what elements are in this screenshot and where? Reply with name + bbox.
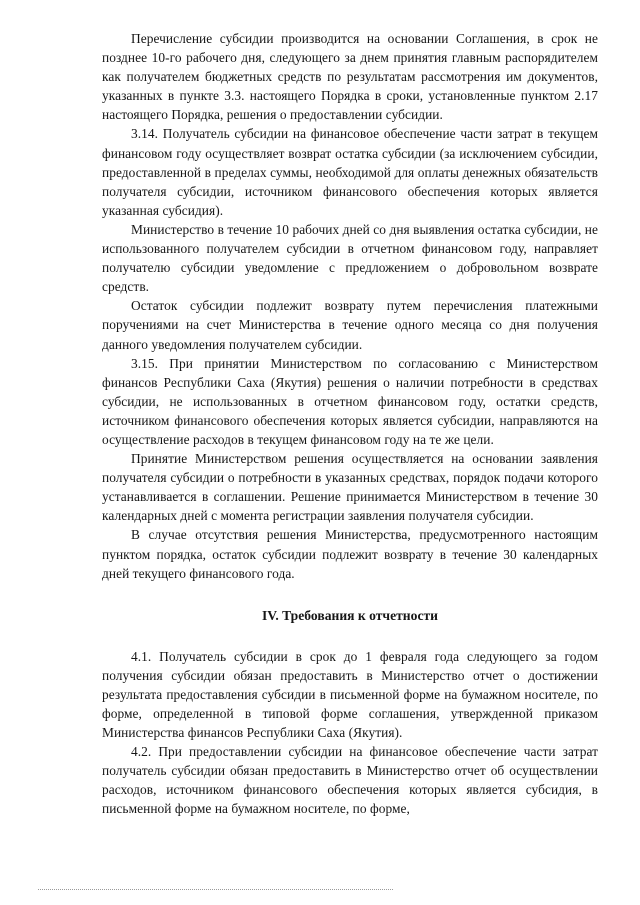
paragraph-3-14: 3.14. Получатель субсидии на финансовое обеспечение части затрат в текущем финансовом году осуществляет возврат остатка субсидии (за исключением субсидии, предоставленной в пределах суммы, необходимой для оплаты денежных обязательств получателя субсидии, источником финансового обеспечения которых является указанная субсидия). (102, 126, 598, 218)
document-body (102, 29, 598, 819)
paragraph-4-1: 4.1. Получатель субсидии в срок до 1 февраля года следующего за годом получения субсидии обязан предоставить в Министерство отчет о достижении результата предоставления субсидии в письменной форме на бумажном носителе, по форме, определенной в типовой форме соглашения, утвержденной приказом Министерства финансов Республики Саха (Якутия). (102, 648, 598, 741)
scan-artifact-line (38, 889, 393, 890)
section-heading: IV. Требования к отчетности (261, 607, 438, 623)
paragraph-decision-procedure: Принятие Министерством решения осуществляется на основании заявления получателя субсидии о потребности в указанных средствах, порядок подачи которого устанавливается в соглашении. Решение принимается Министерством в течение 30 календарных дней с момента регистрации заявления получателя субсидии. (102, 451, 598, 524)
paragraph-no-decision: В случае отсутствия решения Министерства, предусмотренного настоящим пунктом порядка, остаток субсидии подлежит возврату в течение 30 календарных дней текущего финансового года. (102, 527, 598, 581)
paragraph-remainder-return: Остаток субсидии подлежит возврату путем перечисления платежными поручениями на счет Министерства в течение одного месяца со дня получения данного уведомления получателем субсидии. (102, 298, 598, 352)
paragraph-3-15: 3.15. При принятии Министерством по согласованию с Министерством финансов Республики Саха (Якутия) решения о наличии потребности в средствах субсидии, не использованных в отчетном финансовом году, остатки средств, источником финансового обеспечения которых является субсидии, направляются на осуществление расходов в текущем финансовом году на те же цели. (102, 355, 598, 447)
paragraph-4-2: 4.2. При предоставлении субсидии на финансовое обеспечение части затрат получатель субсидии обязан предоставить в Министерство отчет об осуществлении расходов, источником финансового обеспечения которых является субсидия, в письменной форме на бумажном носителе, по форме, (102, 744, 598, 817)
paragraph-ministry-notice: Министерство в течение 10 рабочих дней со дня выявления остатка субсидии, не использованного получателем субсидии в отчетном финансовом году, направляет получателю субсидии уведомление с предложением о добровольном возврате средств. (102, 221, 598, 295)
paragraph-transfer-terms: Перечисление субсидии производится на основании Соглашения, в срок не позднее 10-го рабочего дня, следующего за днем принятия главным распорядителем как получателем бюджетных средств по результатам рассмотрения им документов, указанных в пункте 3.3. настоящего Порядка в сроки, установленные пунктом 2.17 настоящего Порядка, решения о предоставлении субсидии. (102, 31, 598, 123)
